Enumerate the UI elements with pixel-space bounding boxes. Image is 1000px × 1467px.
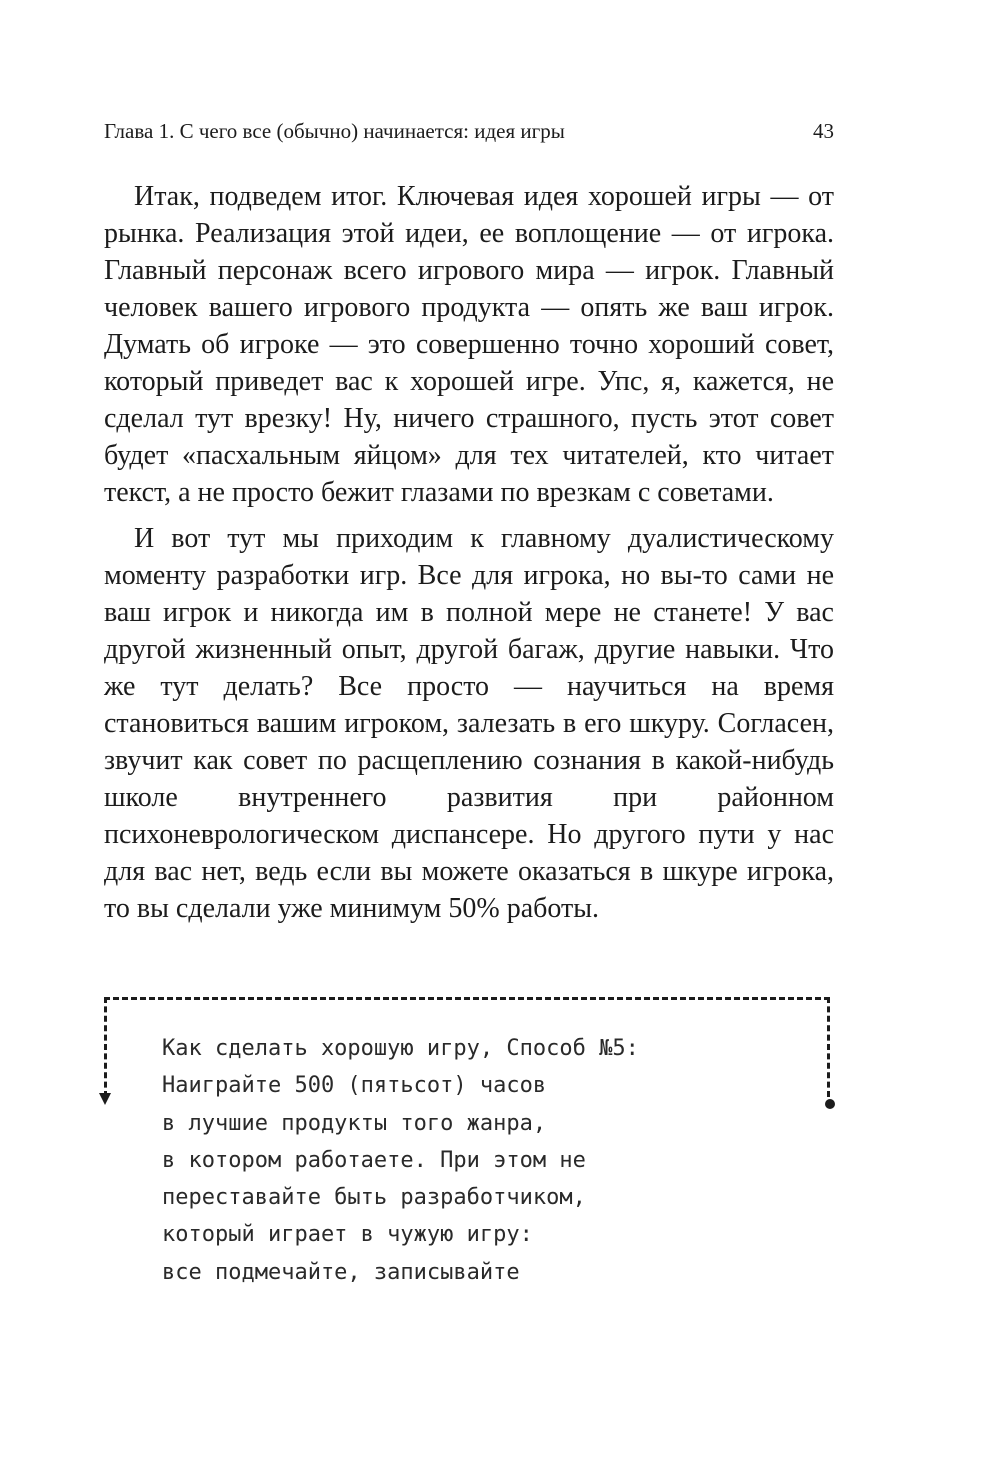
tip-line: в лучшие продукты того жанра, (162, 1110, 547, 1136)
tip-frame-right-border (827, 997, 830, 1097)
tip-frame-top-border (104, 997, 830, 1000)
tip-line: все подмечайте, записывайте (162, 1259, 520, 1285)
tip-frame-left-border (104, 997, 107, 1097)
page-number: 43 (813, 119, 834, 143)
tip-line: в котором работаете. При этом не (162, 1147, 586, 1173)
tip-text (162, 1030, 802, 1291)
bullet-dot-icon (825, 1099, 835, 1109)
arrow-down-icon (99, 1093, 111, 1105)
paragraph: Итак, подведем итог. Ключевая идея хорошей игры — от рынка. Реализация этой идеи, ее воплощение — от игрока. Главный персонаж всего игрового мира — игрок. Главный человек вашего игрового продукта — опять же ваш игрок. Думать об игроке — это совершенно точно хороший совет, который приведет вас к хорошей игре. Упс, я, кажется, не сделал тут врезку! Ну, ничего страшного, пусть этот совет будет «пасхальным яйцом» для тех читателей, кто читает текст, а не просто бежит глазами по врезкам с советами. (104, 181, 834, 508)
chapter-title: Глава 1. С чего все (обычно) начинается: идея игры (104, 119, 565, 143)
tip-line: Наиграйте 500 (пятьсот) часов (162, 1073, 547, 1099)
tip-line: Как сделать хорошую игру, Способ №5: (162, 1036, 639, 1061)
tip-line: который играет в чужую игру: (162, 1222, 533, 1248)
body-text (104, 178, 834, 936)
tip-line: переставайте быть разработчиком, (162, 1185, 586, 1211)
paragraph: И вот тут мы приходим к главному дуалистическому моменту разработки игр. Все для игрока, но вы-то сами не ваш игрок и никогда им в полной мере не станете! У вас другой жизненный опыт, другой багаж, другие навыки. Что же тут делать? Все просто — научиться на время становиться вашим игроком, залезать в его шкуру. Согласен, звучит как совет по расщеплению сознания в какой-нибудь школе внутреннего развития при районном психоневрологическом диспансере. Но другого пути у нас для вас нет, ведь если вы можете оказаться в шкуре игрока, то вы сделали уже минимум 50% работы. (104, 523, 834, 924)
running-head (104, 115, 834, 147)
